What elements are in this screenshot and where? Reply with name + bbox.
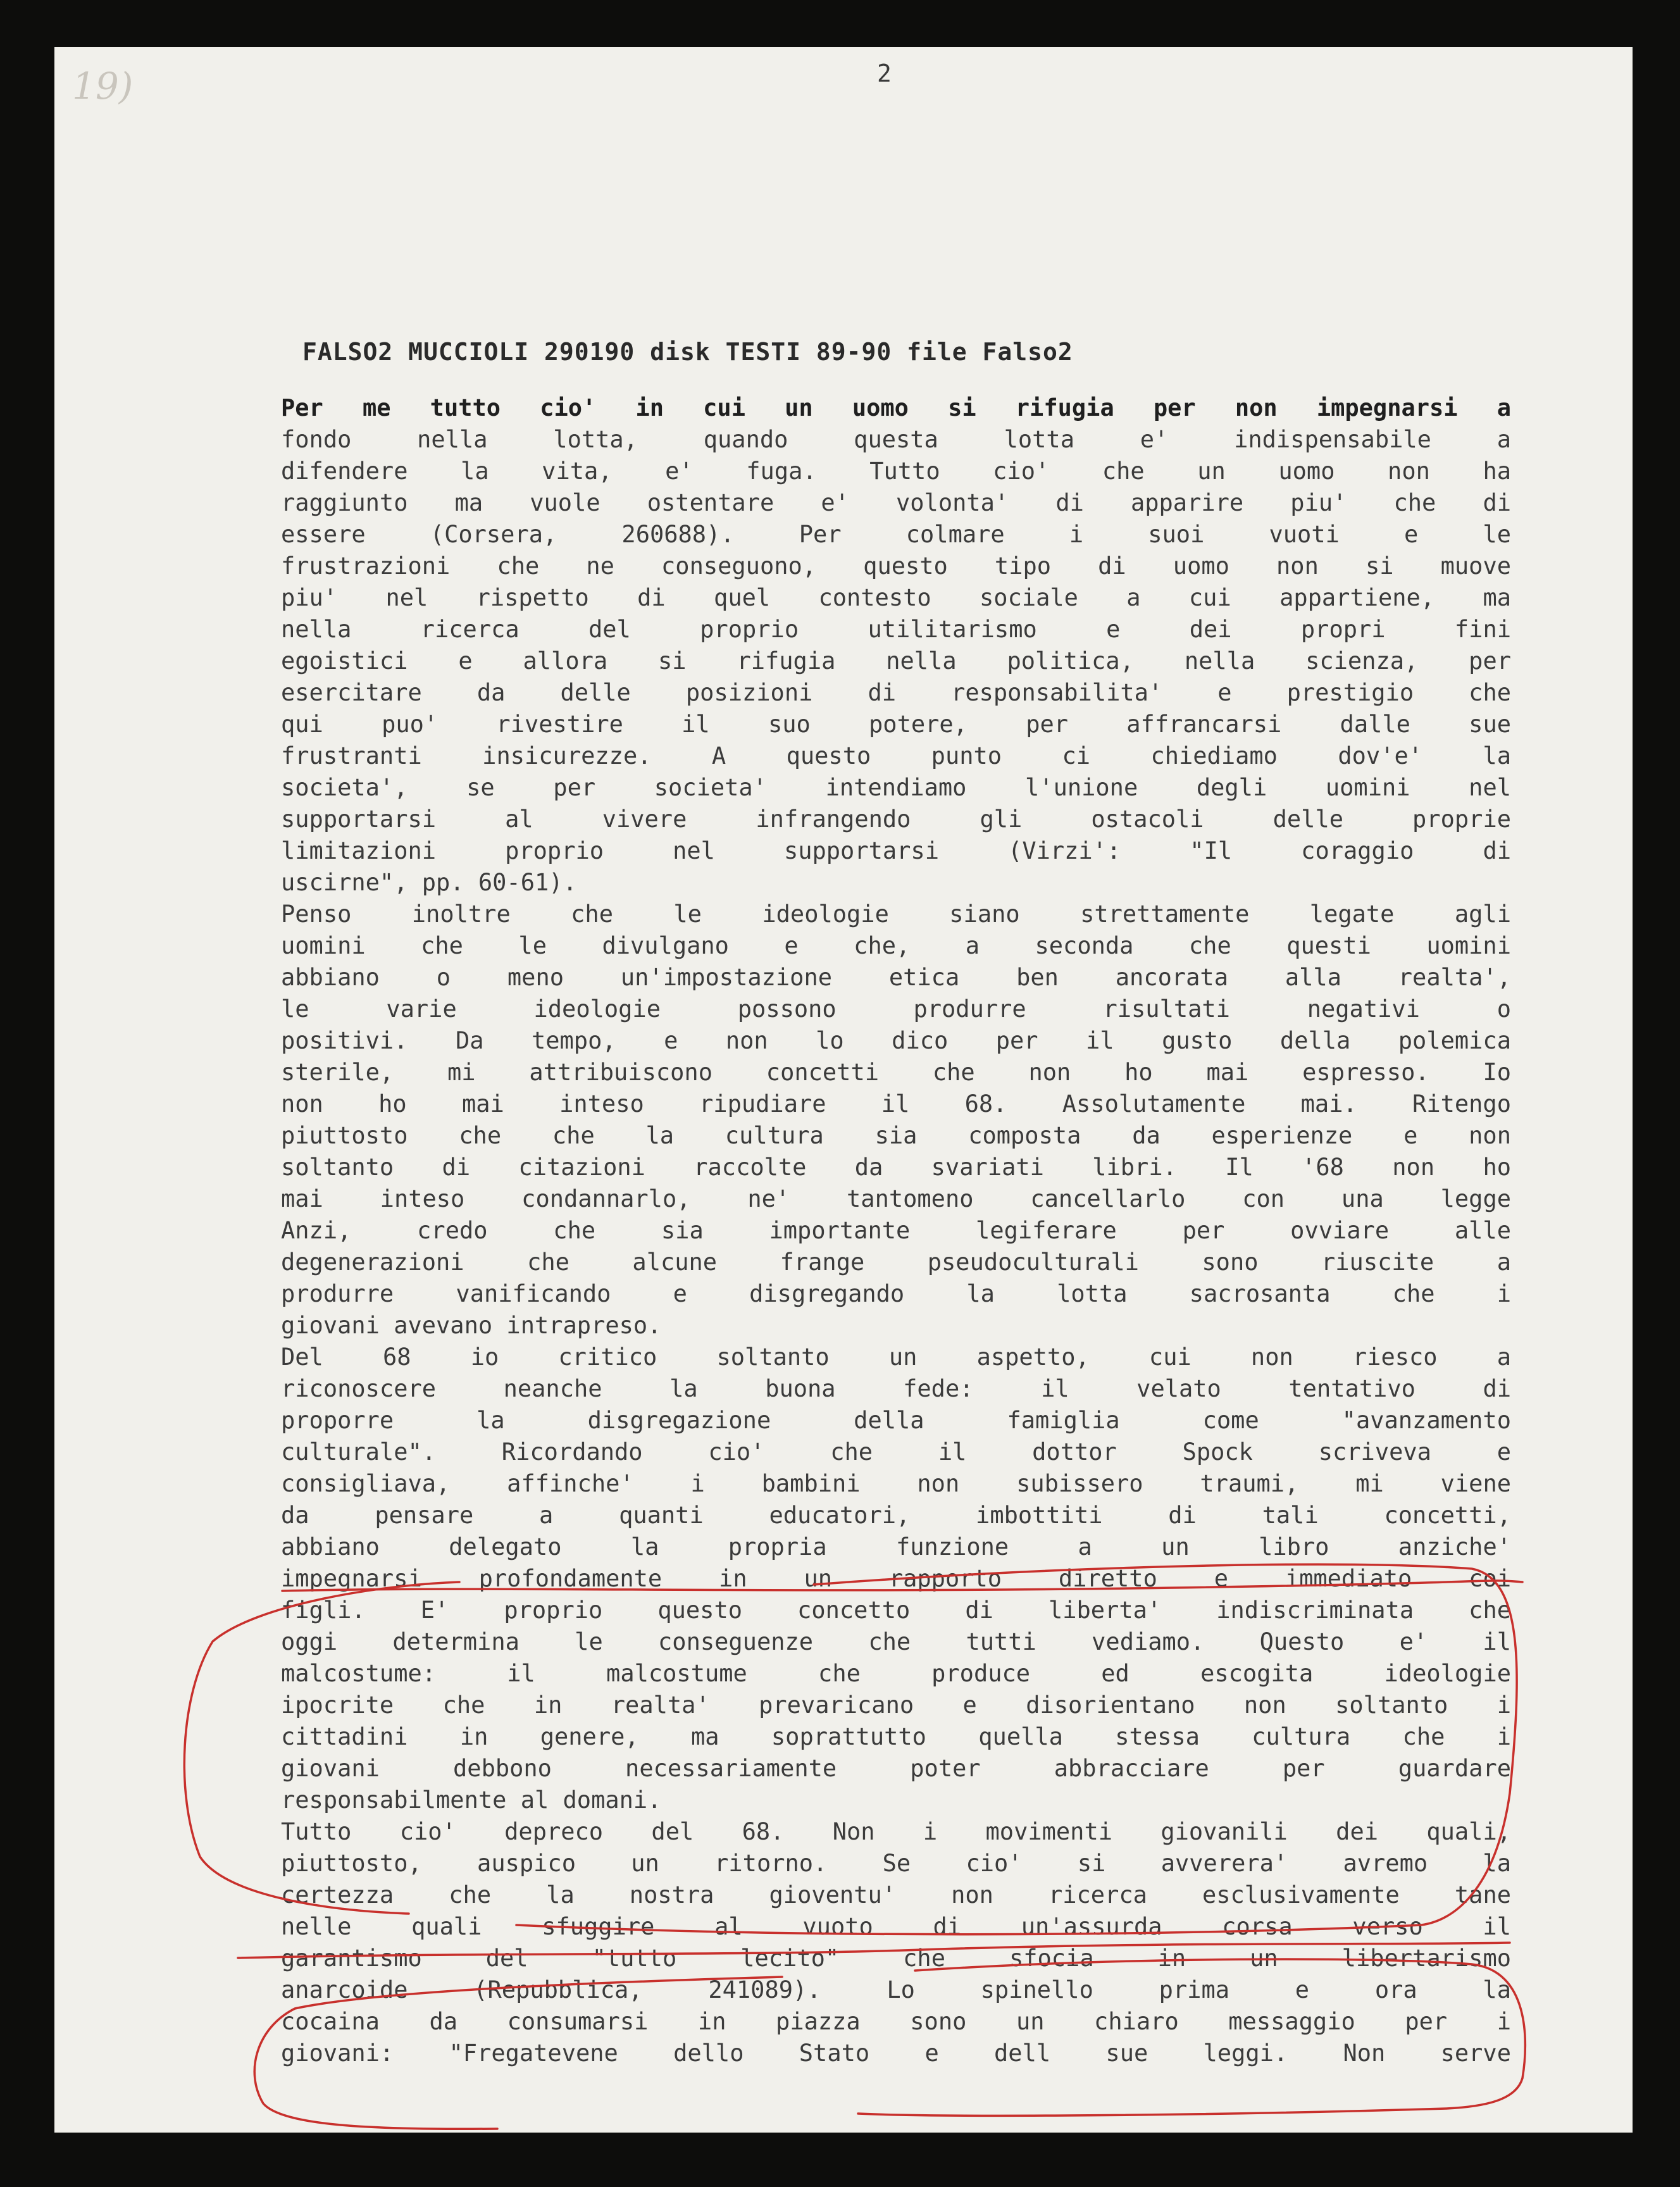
text-line: le varie ideologie possono produrre risultati negativi o (281, 995, 1511, 1023)
text-line: uscirne", pp. 60-61). (281, 869, 577, 896)
text-line: qui puo' rivestire il suo potere, per affrancarsi dalle sue (281, 711, 1511, 738)
text-line: sterile, mi attribuiscono concetti che non ho mai espresso. Io (281, 1059, 1511, 1086)
text-line: egoistici e allora si rifugia nella politica, nella scienza, per (281, 647, 1511, 675)
text-line: Penso inoltre che le ideologie siano strettamente legate agli (281, 900, 1511, 928)
text-line: Anzi, credo che sia importante legiferare per ovviare alle (281, 1217, 1511, 1244)
text-line: positivi. Da tempo, e non lo dico per il gusto della polemica (281, 1027, 1511, 1054)
text-line: essere (Corsera, 260688). Per colmare i suoi vuoti e le (281, 521, 1511, 548)
text-line: giovani debbono necessariamente poter abbracciare per guardare (281, 1755, 1511, 1782)
text-line: abbiano delegato la propria funzione a un libro anziche' (281, 1533, 1511, 1561)
text-line: esercitare da delle posizioni di responsabilita' e prestigio che (281, 679, 1511, 706)
text-line: difendere la vita, e' fuga. Tutto cio' che un uomo non ha (281, 458, 1511, 485)
text-line: proporre la disgregazione della famiglia come "avanzamento (281, 1407, 1511, 1434)
text-line: piu' nel rispetto di quel contesto sociale a cui appartiene, ma (281, 584, 1511, 611)
document-heading: FALSO2 MUCCIOLI 290190 disk TESTI 89-90 file Falso2 (302, 338, 1073, 366)
text-line: limitazioni proprio nel supportarsi (Virzi': "Il coraggio di (281, 837, 1511, 864)
text-line: piuttosto che che la cultura sia composta da esperienze e non (281, 1122, 1511, 1149)
text-line: consigliava, affinche' i bambini non subissero traumi, mi viene (281, 1470, 1511, 1497)
text-line: frustranti insicurezze. A questo punto ci chiediamo dov'e' la (281, 742, 1511, 770)
text-line: degenerazioni che alcune frange pseudoculturali sono riuscite a (281, 1249, 1511, 1276)
text-line: soltanto di citazioni raccolte da svariati libri. Il '68 non ho (281, 1154, 1511, 1181)
text-line: uomini che le divulgano e che, a seconda che questi uomini (281, 932, 1511, 959)
text-line: nella ricerca del proprio utilitarismo e dei propri fini (281, 616, 1511, 643)
text-line: impegnarsi profondamente in un rapporto diretto e immediato coi (281, 1565, 1511, 1592)
text-line: mai inteso condannarlo, ne' tantomeno cancellarlo con una legge (281, 1185, 1511, 1212)
text-line: ipocrite che in realta' prevaricano e disorientano non soltanto i (281, 1692, 1511, 1719)
text-line: societa', se per societa' intendiamo l'unione degli uomini nel (281, 774, 1511, 801)
text-line: giovani avevano intrapreso. (281, 1312, 662, 1339)
text-line: da pensare a quanti educatori, imbottiti di tali concetti, (281, 1502, 1511, 1529)
text-line: culturale". Ricordando cio' che il dottor Spock scriveva e (281, 1438, 1511, 1466)
text-line: responsabilmente al domani. (281, 1786, 662, 1814)
text-line: certezza che la nostra gioventu' non ricerca esclusivamente tane (281, 1881, 1511, 1909)
text-line: garantismo del "tutto lecito" che sfocia in un libertarismo (281, 1945, 1511, 1972)
text-line: Per me tutto cio' in cui un uomo si rifugia per non impegnarsi a (281, 394, 1511, 421)
text-line: anarcoide (Repubblica, 241089). Lo spinello prima e ora la (281, 1976, 1511, 2003)
body-text (281, 392, 1511, 2069)
text-line: raggiunto ma vuole ostentare e' volonta' di apparire piu' che di (281, 489, 1511, 516)
text-line: produrre vanificando e disgregando la lotta sacrosanta che i (281, 1280, 1511, 1307)
text-line: abbiano o meno un'impostazione etica ben ancorata alla realta', (281, 964, 1511, 991)
pencil-mark: 19) (72, 65, 134, 108)
text-line: Del 68 io critico soltanto un aspetto, cui non riesco a (281, 1343, 1511, 1371)
text-line: cocaina da consumarsi in piazza sono un chiaro messaggio per i (281, 2008, 1511, 2035)
text-line: riconoscere neanche la buona fede: il velato tentativo di (281, 1375, 1511, 1402)
text-line: piuttosto, auspico un ritorno. Se cio' si avverera' avremo la (281, 1850, 1511, 1877)
text-line: giovani: "Fregatevene dello Stato e dell sue leggi. Non serve (281, 2040, 1511, 2067)
text-line: fondo nella lotta, quando questa lotta e' indispensabile a (281, 426, 1511, 453)
document-page (54, 47, 1633, 2133)
text-line: frustrazioni che ne conseguono, questo tipo di uomo non si muove (281, 552, 1511, 580)
text-line: cittadini in genere, ma soprattutto quella stessa cultura che i (281, 1723, 1511, 1750)
page-number: 2 (877, 59, 892, 87)
text-line: non ho mai inteso ripudiare il 68. Assolutamente mai. Ritengo (281, 1090, 1511, 1118)
text-line: malcostume: il malcostume che produce ed escogita ideologie (281, 1660, 1511, 1687)
text-line: figli. E' proprio questo concetto di liberta' indiscriminata che (281, 1597, 1511, 1624)
text-line: oggi determina le conseguenze che tutti vediamo. Questo e' il (281, 1628, 1511, 1655)
text-line: supportarsi al vivere infrangendo gli ostacoli delle proprie (281, 806, 1511, 833)
text-line: nelle quali sfuggire al vuoto di un'assurda corsa verso il (281, 1913, 1511, 1940)
text-line: Tutto cio' depreco del 68. Non i movimenti giovanili dei quali, (281, 1818, 1511, 1845)
